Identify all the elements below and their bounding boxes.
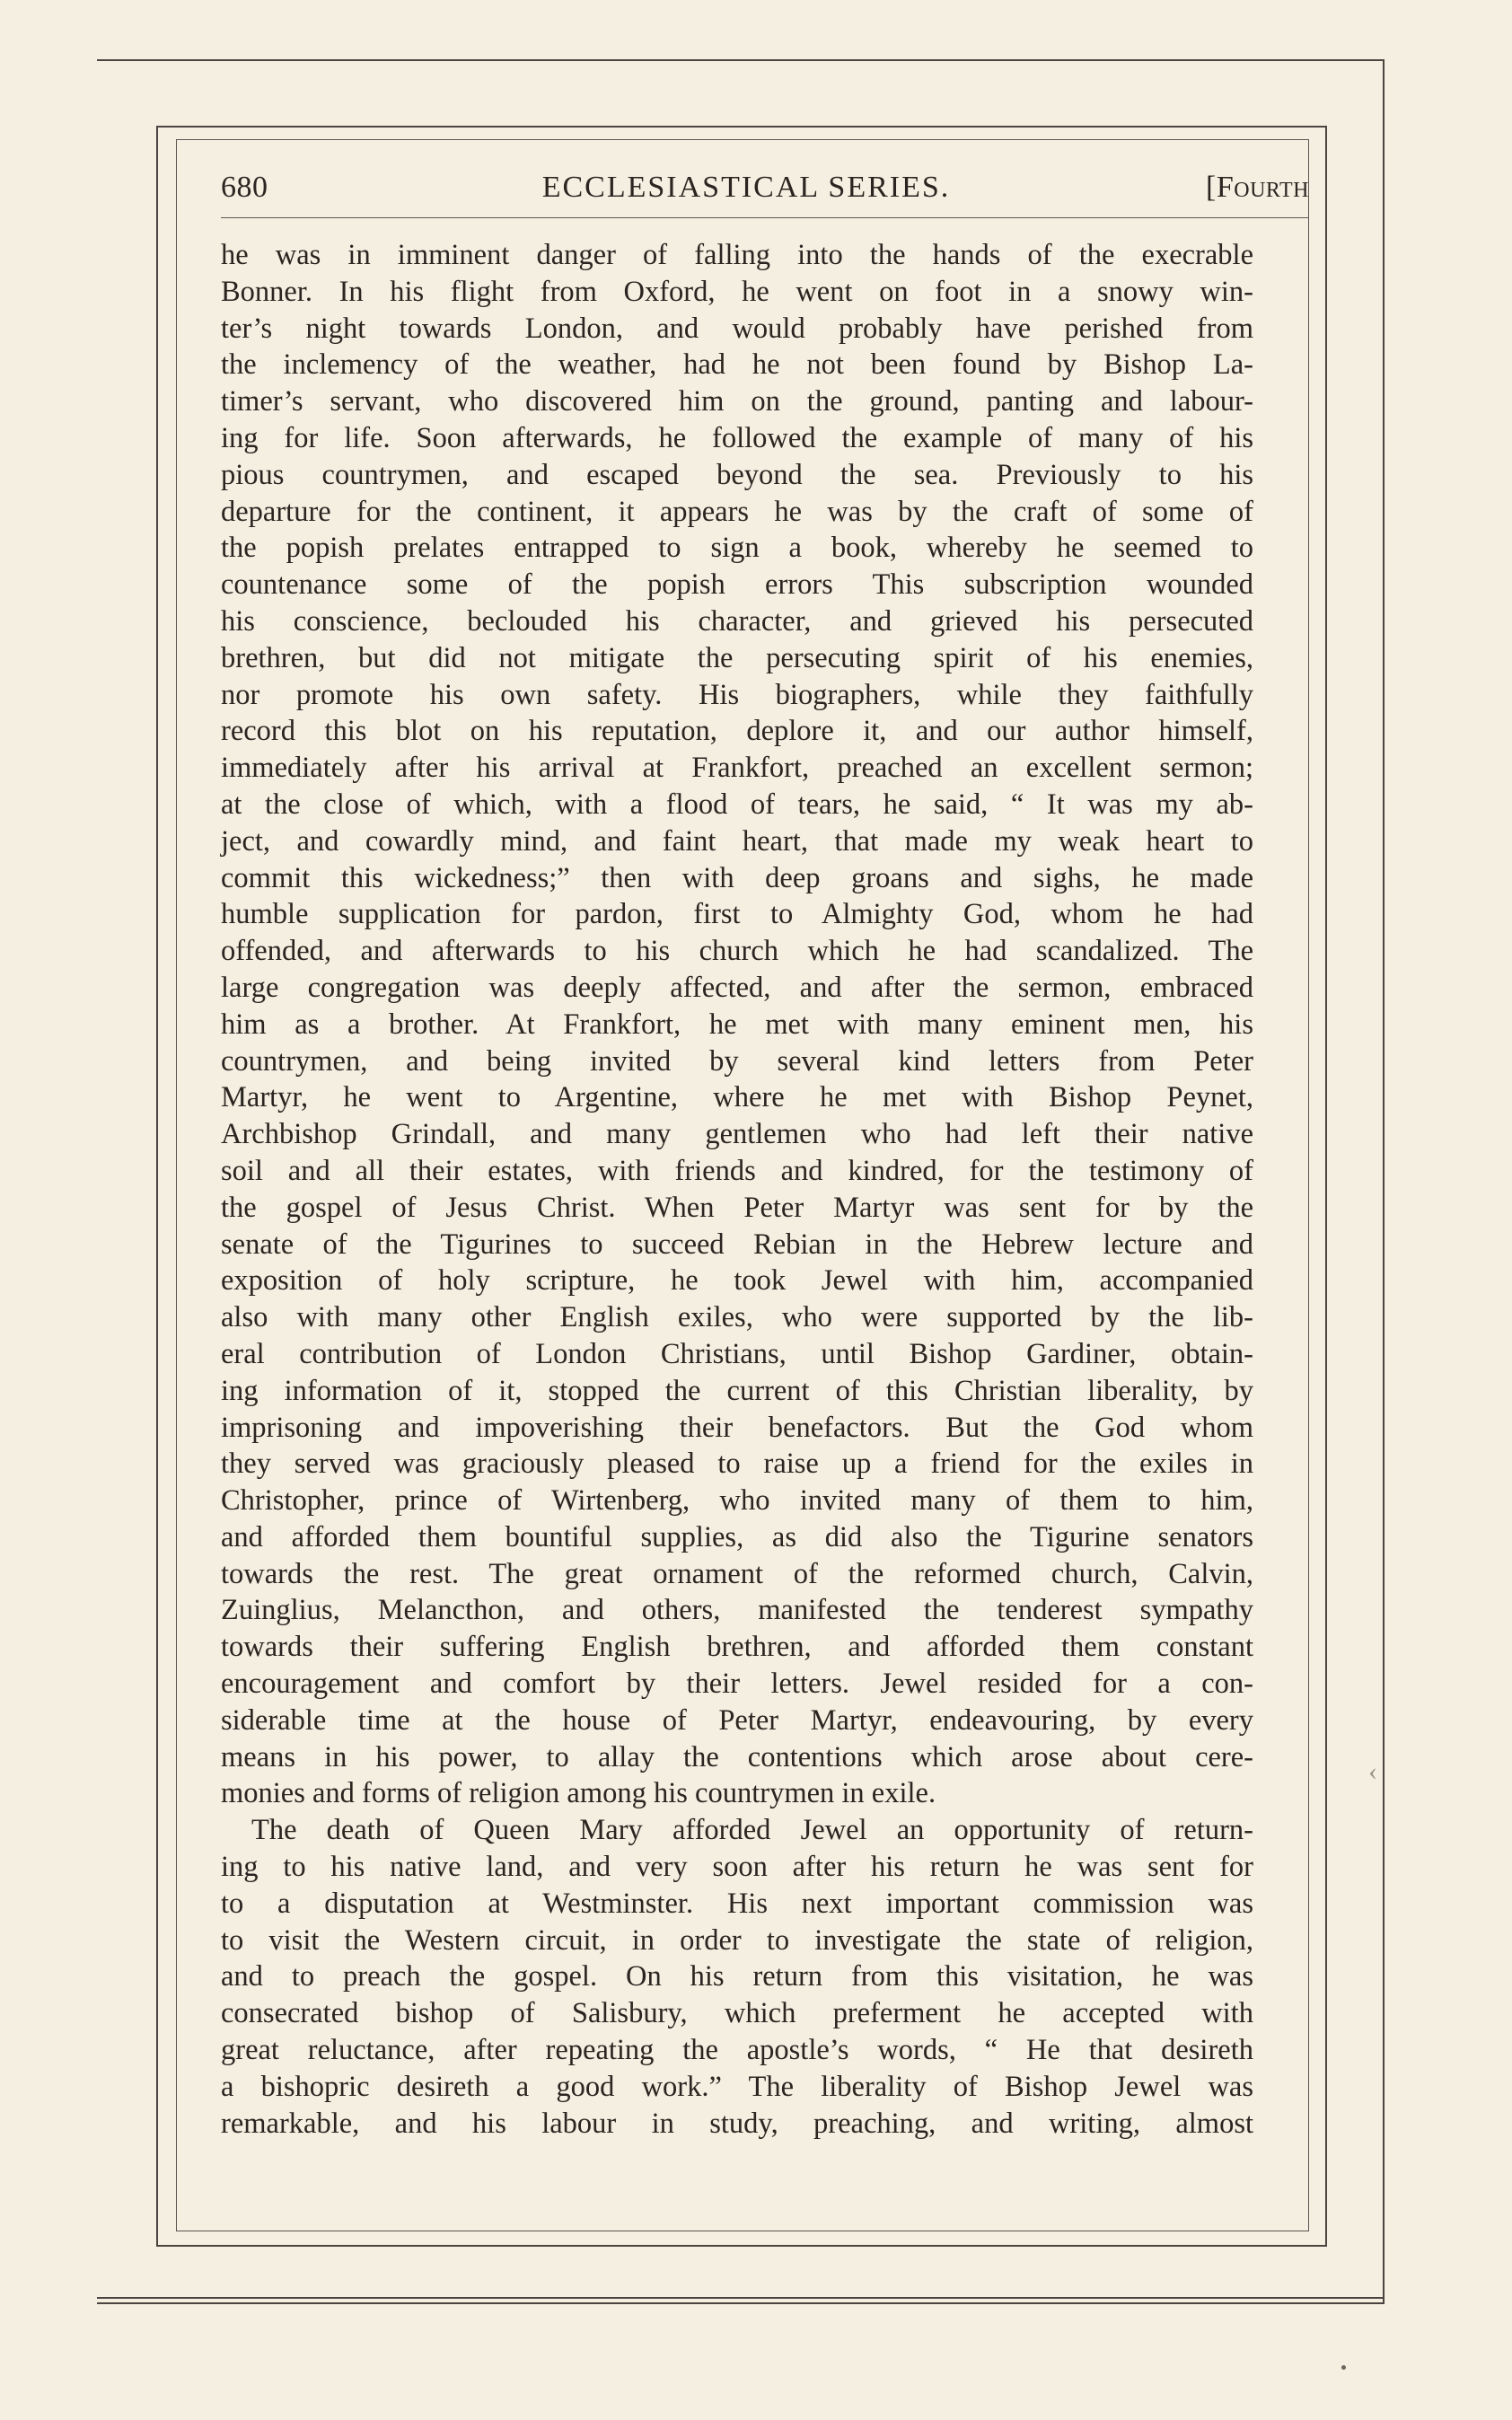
- text-line: a bishopric desireth a good work.” The liberality of Bishop Jewel was: [221, 2070, 1253, 2103]
- text-line: the gospel of Jesus Christ. When Peter Martyr was sent for by the: [221, 1191, 1253, 1224]
- text-line: soil and all their estates, with friends and kindred, for the testimony of: [221, 1154, 1253, 1187]
- running-title: ECCLESIASTICAL SERIES.: [541, 171, 951, 204]
- text-line: towards their suffering English brethren, and afforded them constant: [221, 1631, 1253, 1664]
- text-line: senate of the Tigurines to succeed Rebian in the Hebrew lecture and: [221, 1228, 1253, 1261]
- text-line: humble supplication for pardon, first to Almighty God, whom he had: [221, 898, 1253, 931]
- text-line: the popish prelates entrapped to sign a book, whereby he seemed to: [221, 532, 1253, 565]
- running-header: [221, 171, 1309, 217]
- text-line: The death of Queen Mary afforded Jewel an opportunity of return-: [251, 1814, 1253, 1847]
- text-line: countenance some of the popish errors This subscription wounded: [221, 568, 1253, 602]
- text-line: ing for life. Soon afterwards, he followed the example of many of his: [221, 421, 1253, 454]
- text-line: commit this wickedness;” then with deep groans and sighs, he made: [221, 861, 1253, 894]
- text-line: monies and forms of religion among his countrymen in exile.: [221, 1777, 936, 1810]
- text-line: him as a brother. At Frankfort, he met with many eminent men, his: [221, 1008, 1253, 1041]
- text-line: Martyr, he went to Argentine, where he met with Bishop Peynet,: [221, 1081, 1253, 1114]
- text-line: large congregation was deeply affected, and after the sermon, embraced: [221, 971, 1253, 1004]
- text-line: siderable time at the house of Peter Martyr, endeavouring, by every: [221, 1703, 1253, 1737]
- margin-mark: ‹: [1368, 1756, 1377, 1786]
- page-number: 680: [221, 171, 268, 204]
- text-line: ter’s night towards London, and would probably have perished from: [221, 312, 1253, 345]
- text-line: consecrated bishop of Salisbury, which preferment he accepted with: [221, 1997, 1253, 2030]
- text-line: departure for the continent, it appears he was by the craft of some of: [221, 495, 1253, 528]
- text-line: to visit the Western circuit, in order to investigate the state of religion,: [221, 1923, 1253, 1957]
- text-line: Bonner. In his flight from Oxford, he went on foot in a snowy win-: [221, 275, 1253, 308]
- text-line: great reluctance, after repeating the apostle’s words, “ He that desireth: [221, 2034, 1253, 2067]
- text-line: ject, and cowardly mind, and faint heart, that made my weak heart to: [221, 824, 1253, 858]
- ink-dot: [1341, 2365, 1346, 2370]
- text-line: at the close of which, with a flood of tears, he said, “ It was my ab-: [221, 788, 1253, 821]
- text-line: offended, and afterwards to his church which he had scandalized. The: [221, 935, 1253, 968]
- text-line: brethren, but did not mitigate the persecuting spirit of his enemies,: [221, 641, 1253, 674]
- section-label: [Fourth: [1206, 171, 1309, 204]
- text-line: means in his power, to allay the contentions which arose about cere-: [221, 1740, 1253, 1773]
- text-line: pious countrymen, and escaped beyond the sea. Previously to his: [221, 458, 1253, 491]
- body-text: [221, 237, 1253, 2142]
- text-line: exposition of holy scripture, he took Jewel with him, accompanied: [221, 1264, 1253, 1298]
- text-line: record this blot on his reputation, deplore it, and our author himself,: [221, 715, 1253, 748]
- text-line: Christopher, prince of Wirtenberg, who invited many of them to him,: [221, 1484, 1253, 1518]
- text-line: remarkable, and his labour in study, preaching, and writing, almost: [221, 2107, 1253, 2140]
- text-line: countrymen, and being invited by several kind letters from Peter: [221, 1044, 1253, 1078]
- text-line: eral contribution of London Christians, until Bishop Gardiner, obtain-: [221, 1337, 1253, 1370]
- text-line: Zuinglius, Melancthon, and others, manifested the tenderest sympathy: [221, 1594, 1253, 1627]
- text-line: timer’s servant, who discovered him on the ground, panting and labour-: [221, 385, 1253, 418]
- text-line: to a disputation at Westminster. His next important commission was: [221, 1887, 1253, 1920]
- text-line: immediately after his arrival at Frankfort, preached an excellent sermon;: [221, 752, 1253, 785]
- text-line: he was in imminent danger of falling into the hands of the execrable: [221, 239, 1253, 271]
- text-line: encouragement and comfort by their letters. Jewel resided for a con-: [221, 1668, 1253, 1701]
- text-line: ing to his native land, and very soon after his return he was sent for: [221, 1851, 1253, 1884]
- bottom-rule: [97, 2297, 1385, 2299]
- text-line: nor promote his own safety. His biographers, while they faithfully: [221, 678, 1253, 711]
- text-line: his conscience, beclouded his character, and grieved his persecuted: [221, 604, 1253, 638]
- text-line: the inclemency of the weather, had he not been found by Bishop La-: [221, 348, 1253, 382]
- text-line: imprisoning and impoverishing their benefactors. But the God whom: [221, 1411, 1253, 1444]
- text-line: and to preach the gospel. On his return from this visitation, he was: [221, 1960, 1253, 1993]
- text-line: Archbishop Grindall, and many gentlemen who had left their native: [221, 1118, 1253, 1151]
- text-line: and afforded them bountiful supplies, as did also the Tigurine senators: [221, 1520, 1253, 1553]
- text-line: ing information of it, stopped the current of this Christian liberality, by: [221, 1374, 1253, 1407]
- text-line: also with many other English exiles, who were supported by the lib-: [221, 1301, 1253, 1334]
- header-rule: [221, 217, 1309, 218]
- text-line: towards the rest. The great ornament of the reformed church, Calvin,: [221, 1557, 1253, 1590]
- text-line: they served was graciously pleased to raise up a friend for the exiles in: [221, 1448, 1253, 1481]
